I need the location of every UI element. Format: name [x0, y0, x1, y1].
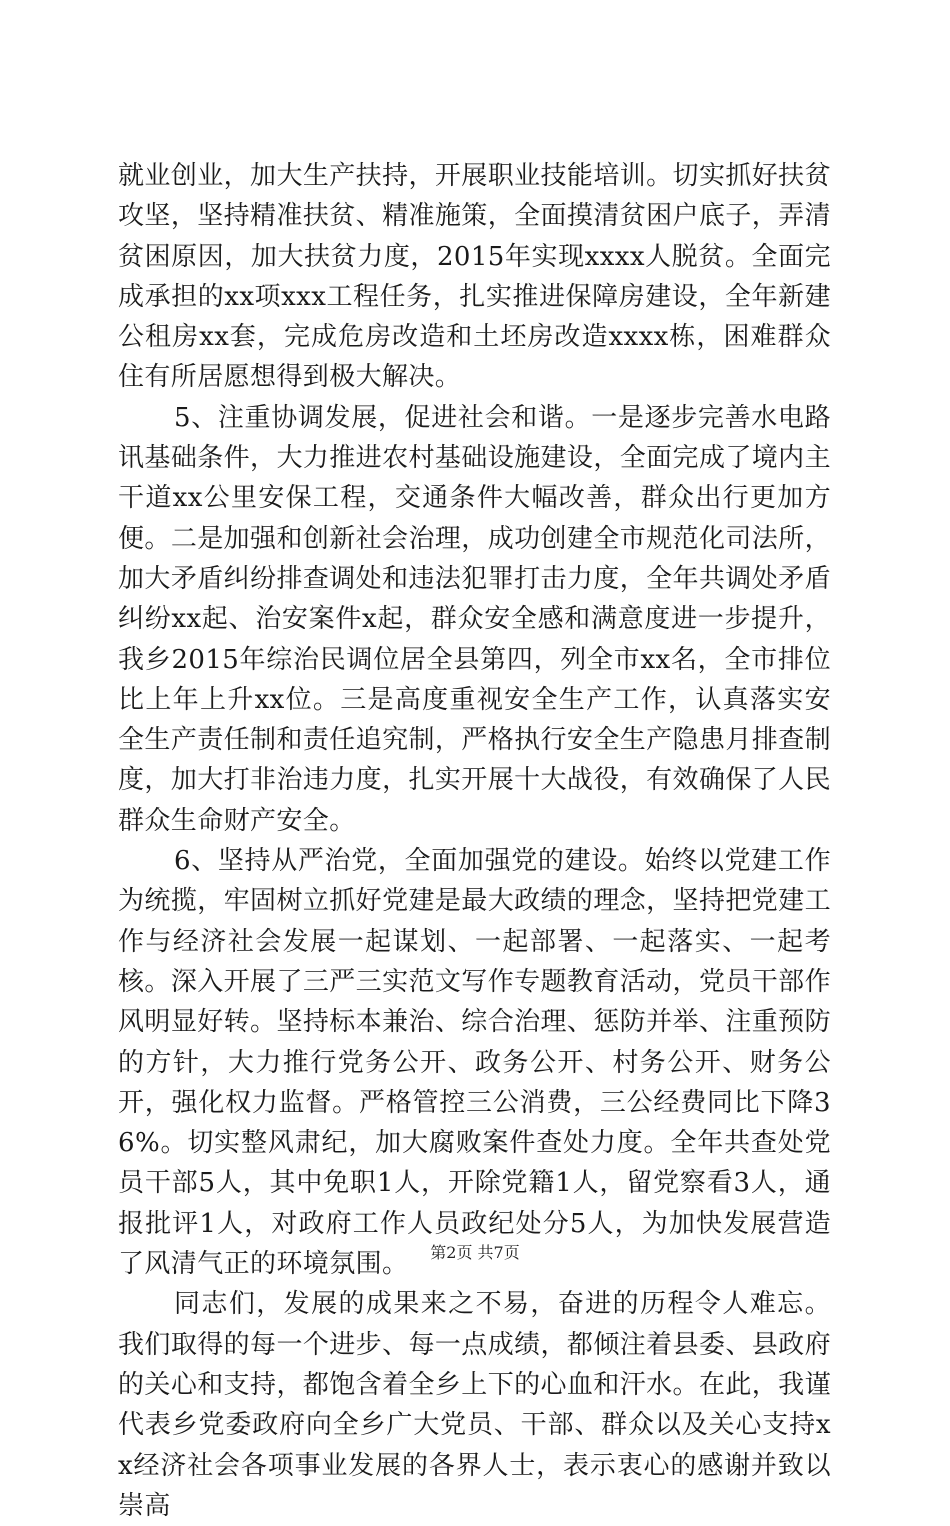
paragraph-item-5: 5、注重协调发展，促进社会和谐。一是逐步完善水电路讯基础条件，大力推进农村基础设施建设，全面完成了境内主干道xx公里安保工程，交通条件大幅改善，群众出行更加方便。二是加强和创新社会治理，成功创建全市规范化司法所，加大矛盾纠纷排查调处和违法犯罪打击力度，全年共调处矛盾纠纷xx起、治安案件x起，群众安全感和满意度进一步提升，我乡2015年综治民调位居全县第四，列全市xx名，全市排位比上年上升xx位。三是高度重视安全生产工作，认真落实安全生产责任制和责任追究制，严格执行安全生产隐患月排查制度，加大打非治违力度，扎实开展十大战役，有效确保了人民群众生命财产安全。 [118, 402, 831, 836]
page-footer: 第2页 共7页 [430, 1243, 520, 1262]
paragraph-item-6: 6、坚持从严治党，全面加强党的建设。始终以党建工作为统揽，牢固树立抓好党建是最大政绩的理念，坚持把党建工作与经济社会发展一起谋划、一起部署、一起落实、一起考核。深入开展了三严三实范文写作专题教育活动，党员干部作风明显好转。坚持标本兼治、综合治理、惩防并举、注重预防的方针，大力推行党务公开、政务公开、村务公开、财务公开，强化权力监督。严格管控三公消费，三公经费同比下降36%。切实整风肃纪，加大腐败案件查处力度。全年共查处党员干部5人，其中免职1人，开除党籍1人，留党察看3人，通报批评1人，对政府工作人员政纪处分5人，为加快发展营造了风清气正的环境氛围。 [118, 846, 831, 1280]
paragraph-closing: 同志们，发展的成果来之不易，奋进的历程令人难忘。我们取得的每一个进步、每一点成绩，都倾注着县委、县政府的关心和支持，都饱含着全乡上下的心血和汗水。在此，我谨代表乡党委政府向全乡广大党员、干部、群众以及关心支持xx经济社会各项事业发展的各界人士，表示衷心的感谢并致以崇高 [118, 1289, 831, 1521]
paragraph-continuation: 就业创业，加大生产扶持，开展职业技能培训。切实抓好扶贫攻坚，坚持精准扶贫、精准施策，全面摸清贫困户底子，弄清贫困原因，加大扶贫力度，2015年实现xxxx人脱贫。全面完成承担的xx项xxx工程任务，扎实推进保障房建设，全年新建公租房xx套，完成危房改造和土坯房改造xxxx栋，困难群众住有所居愿想得到极大解决。 [118, 161, 831, 393]
document-body [118, 156, 831, 1526]
